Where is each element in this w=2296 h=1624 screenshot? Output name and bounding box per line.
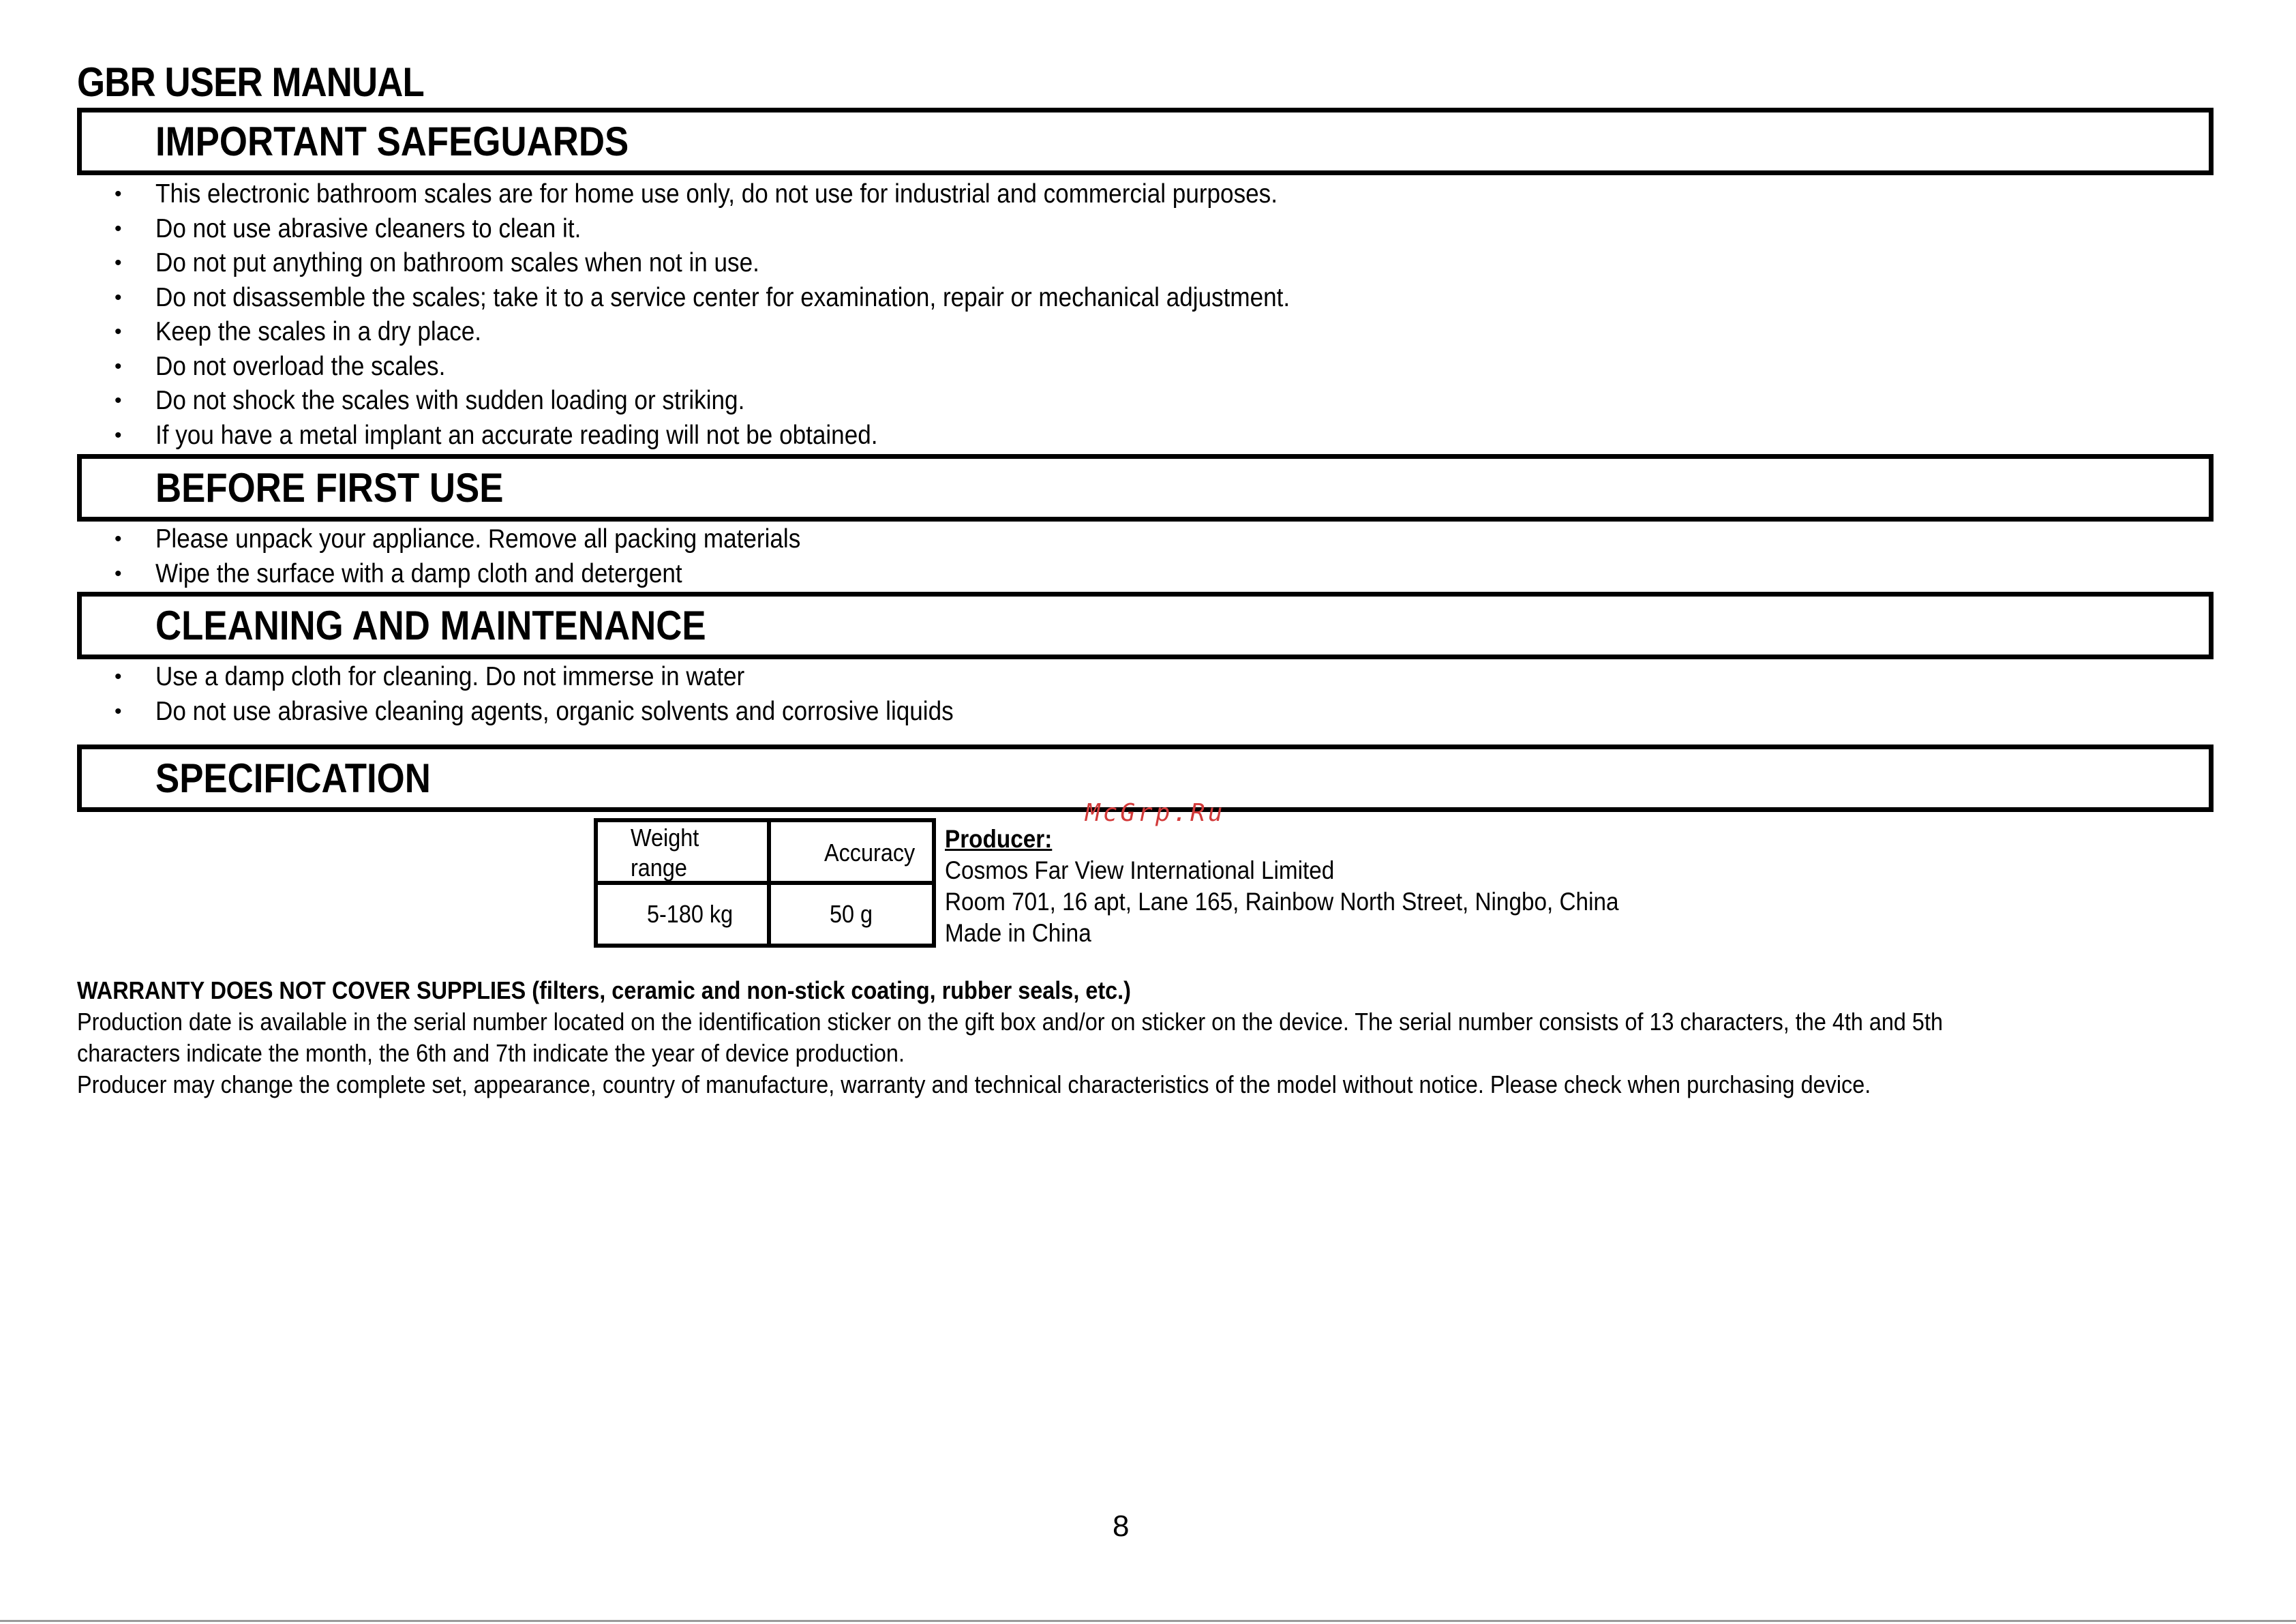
section-heading: SPECIFICATION <box>155 755 431 801</box>
table-cell <box>596 883 769 946</box>
section-header-cleaning <box>77 592 2214 659</box>
bullet-icon: • <box>115 217 122 240</box>
weight-range-header-line1: Weight <box>631 824 699 852</box>
specification-table <box>594 818 936 948</box>
warranty-heading: WARRANTY DOES NOT COVER SUPPLIES (filters, ceramic and non-stick coating, rubber seals, etc.) <box>77 976 1131 1004</box>
bullet-icon: • <box>115 183 122 205</box>
bullet-icon: • <box>115 355 122 378</box>
accuracy-value: 50 g <box>830 900 873 928</box>
bullet-icon: • <box>115 665 122 688</box>
warranty-block <box>77 975 2016 1100</box>
table-row <box>596 820 934 883</box>
production-date-note: Production date is available in the serial number located on the identification sticker on the gift box and/or on sticker on the device. The serial number consists of 13 characters, the 4th and 5th characters indicate the month, the 6th and 7th indicate the year of device production. <box>77 1008 1943 1067</box>
bullet-icon: • <box>115 389 122 412</box>
bullet-icon: • <box>115 320 122 343</box>
page-number: 8 <box>1113 1509 1130 1543</box>
watermark: McGrp.Ru <box>1085 799 1226 827</box>
section-heading: CLEANING AND MAINTENANCE <box>155 603 706 648</box>
table-header-cell <box>769 820 934 883</box>
bullet-icon: • <box>115 562 122 585</box>
producer-label: Producer: <box>945 825 1053 853</box>
page-divider <box>0 1620 2296 1622</box>
page-title: GBR USER MANUAL <box>77 59 424 105</box>
section-header-safeguards <box>77 108 2214 175</box>
producer-notice: Producer may change the complete set, appearance, country of manufacture, warranty and technical characteristics of the model without notice. Please check when purchasing device. <box>77 1070 1871 1098</box>
table-row <box>596 883 934 946</box>
section-heading: BEFORE FIRST USE <box>155 465 504 511</box>
section-heading: IMPORTANT SAFEGUARDS <box>155 119 629 164</box>
bullet-icon: • <box>115 423 122 447</box>
producer-block <box>945 824 1619 949</box>
section-header-before-first-use <box>77 454 2214 522</box>
bullet-icon: • <box>115 528 122 550</box>
bullet-icon: • <box>115 700 122 723</box>
table-cell <box>769 883 934 946</box>
producer-name: Cosmos Far View International Limited <box>945 856 1335 884</box>
producer-origin: Made in China <box>945 919 1091 947</box>
table-header-cell <box>596 820 769 883</box>
weight-range-header-line2: range <box>631 854 687 882</box>
producer-address: Room 701, 16 apt, Lane 165, Rainbow North Street, Ningbo, China <box>945 888 1619 916</box>
accuracy-header: Accuracy <box>824 839 916 867</box>
bullet-icon: • <box>115 286 122 309</box>
weight-range-value: 5-180 kg <box>647 900 734 928</box>
bullet-icon: • <box>115 252 122 274</box>
